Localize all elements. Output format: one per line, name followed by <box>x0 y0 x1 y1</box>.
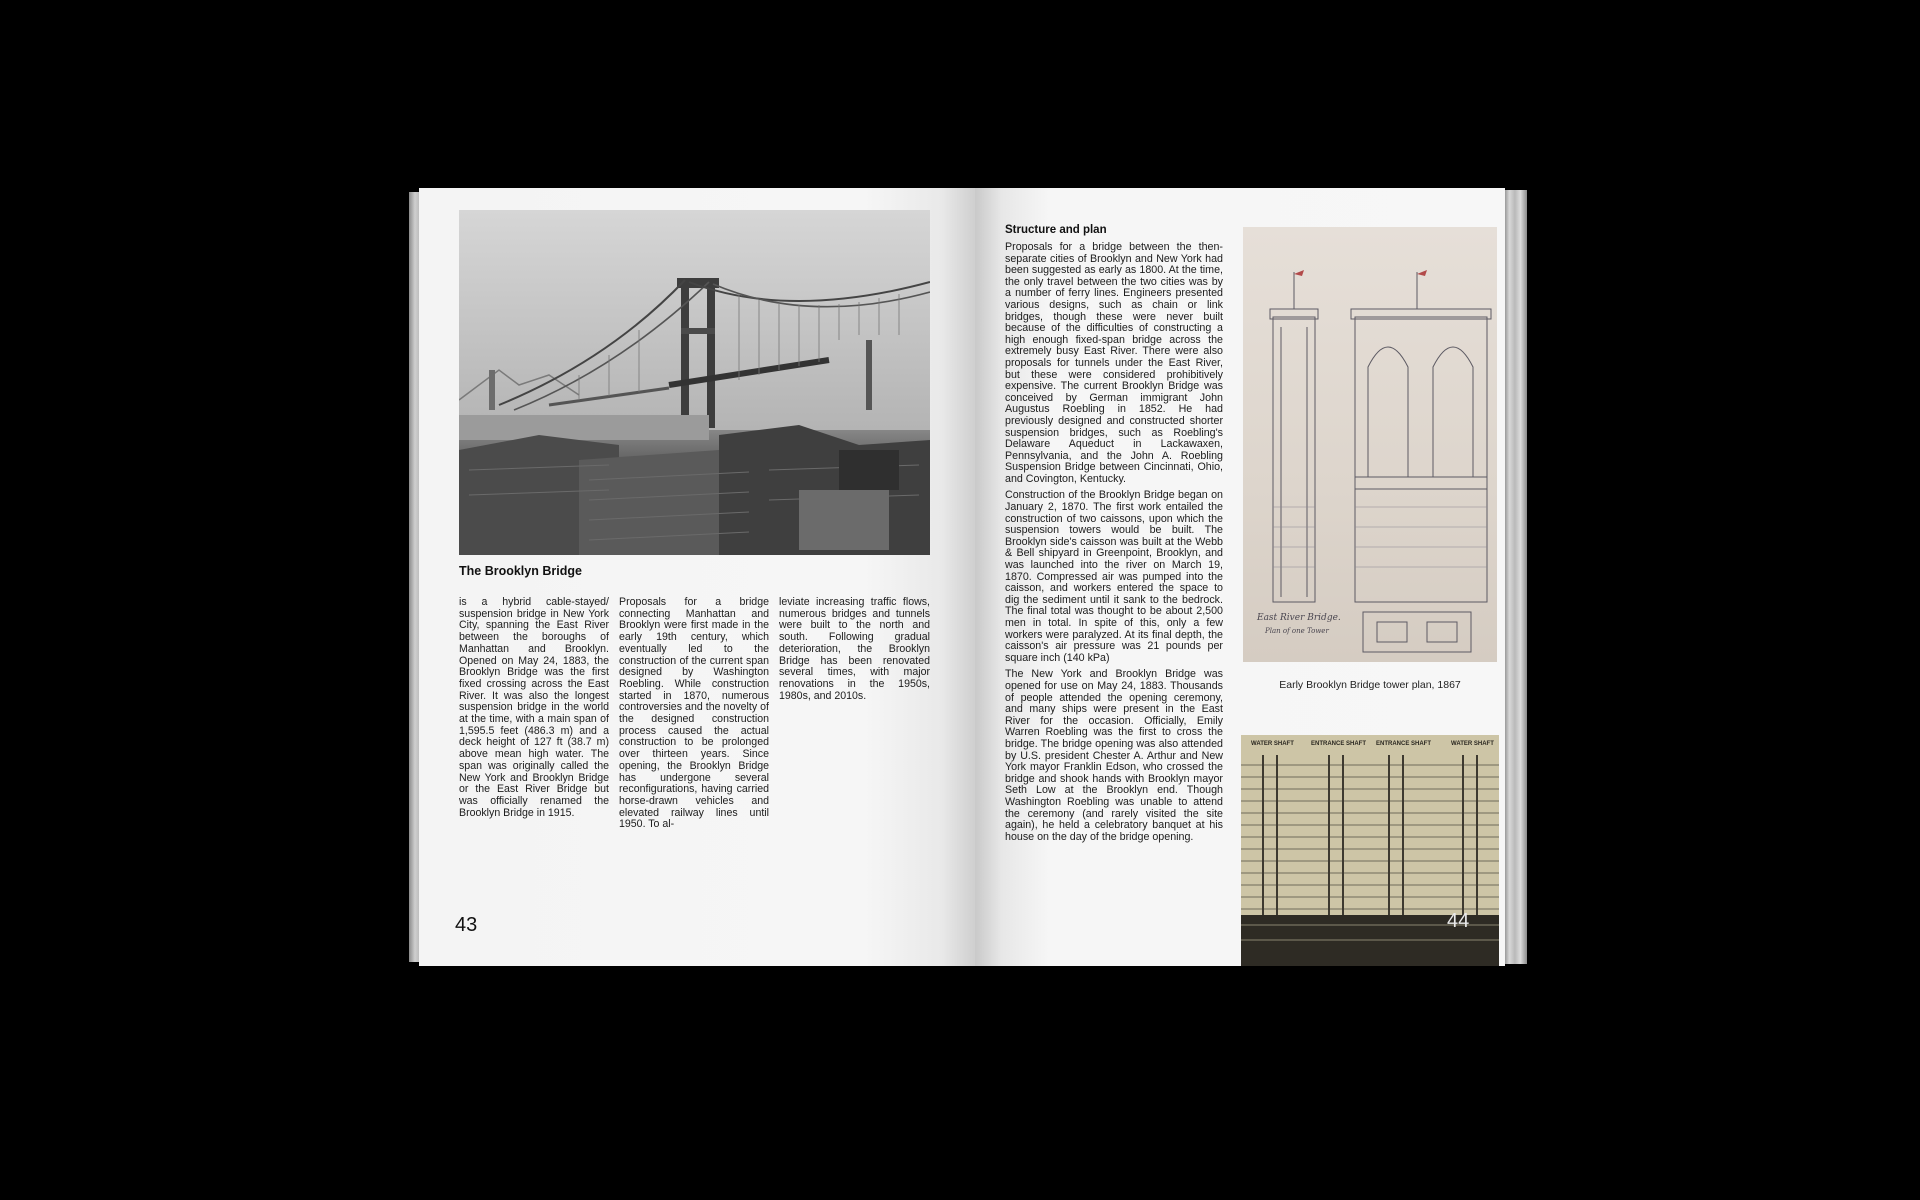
caisson-label-3: ENTRANCE SHAFT <box>1376 741 1431 747</box>
page-number-right: 44 <box>1447 910 1470 932</box>
body-column-1: is a hybrid cable-stayed/ suspension bridge in New York City, spanning the East River between the boroughs of Manhattan and Brooklyn. Opened on May 24, 1883, the Brooklyn Bridge was the first fixed crossing across the East River. It was also the longest suspension bridge in the world at the time, with a main span of 1,595.5 feet (486.3 m) and a deck height of 127 ft (38.7 m) above mean high water. The span was originally called the New York and Brooklyn Bridge or the East River Bridge but was officially renamed the Brooklyn Bridge in 1915. <box>459 596 609 819</box>
bridge-construction-photo <box>459 210 930 555</box>
page-edges-right <box>1505 190 1527 964</box>
body-column-2: Proposals for a bridge connecting Manhattan and Brooklyn were first made in the early 19th century, which eventually led to the construction of the current span designed by Washington Roebling. While construction started in 1870, numerous controversies and the novelty of the designed construction process caused the actual construction to be prolonged over thirteen years. Since opening, the Brooklyn Bridge has undergone several reconfigurations, having carried horse-drawn vehicles and elevated railway lines until 1950. To al- <box>619 596 769 831</box>
body-column-3: leviate increasing traffic flows, numerous bridges and tunnels were built to the north and south. Following gradual deterioration, the Brooklyn Bridge has been renovated several times, with major renovations in the 1950s, 1980s, and 2010s. <box>779 596 930 702</box>
section-title: The Brooklyn Bridge <box>459 564 582 578</box>
right-page <box>975 188 1505 966</box>
plan-caption: Early Brooklyn Bridge tower plan, 1867 <box>1279 679 1461 691</box>
paragraph-3: The New York and Brooklyn Bridge was opened for use on May 24, 1883. Thousands of people attended the opening ceremony, and many ships were present in the East River for the occasion. Officially, Emily Warren Roebling was the first to cross the bridge. The bridge opening was also attended by U.S. president Chester A. Arthur and New York mayor Franklin Edson, who crossed the bridge and shook hands with Brooklyn mayor Seth Low at the Brooklyn end. Though Washington Roebling was unable to attend the ceremony (and rarely visited the site again), he held a celebratory banquet at his house on the day of the bridge opening. <box>1005 668 1223 843</box>
plan-drawing-subtitle: Plan of one Tower <box>1265 627 1329 635</box>
paragraph-1: Proposals for a bridge between the then-separate cities of Brooklyn and New York had been suggested as early as 1800. At the time, the only travel between the two cities was by a number of ferry lines. Engineers presented various designs, such as chain or link bridges, though these were never built because of the difficulties of constructing a high enough fixed-span bridge across the extremely busy East River. There were also proposals for tunnels under the East River, but these were considered prohibitively expensive. The current Brooklyn Bridge was conceived by German immigrant John Augustus Roebling in 1852. He had previously designed and constructed shorter suspension bridges, such as Roebling's Delaware Aqueduct in Lackawaxen, Pennsylvania, and the John A. Roebling Suspension Bridge between Cincinnati, Ohio, and Covington, Kentucky. <box>1005 241 1223 485</box>
caisson-label-2: ENTRANCE SHAFT <box>1311 741 1366 747</box>
left-page <box>419 188 975 966</box>
open-magazine <box>409 188 1527 966</box>
body-text <box>1005 242 1223 848</box>
plan-drawing-title: East River Bridge. <box>1257 613 1341 623</box>
caisson-label-1: WATER SHAFT <box>1251 741 1294 747</box>
section-heading: Structure and plan <box>1005 224 1107 236</box>
tower-plan-drawing <box>1243 227 1497 662</box>
caisson-label-4: WATER SHAFT <box>1451 741 1494 747</box>
page-edges-left <box>409 192 419 962</box>
paragraph-2: Construction of the Brooklyn Bridge began on January 2, 1870. The first work entailed the construction of two caissons, upon which the suspension towers would be built. The Brooklyn side's caisson was built at the Webb & Bell shipyard in Greenpoint, Brooklyn, and was launched into the river on March 19, 1870. Compressed air was pumped into the caisson, and workers entered the space to dig the sediment until it sank to the bedrock. The final total was thought to be about 2,500 men in total. In spite of this, only a few workers were paralyzed. At its final depth, the caisson's air pressure was 21 pounds per square inch (140 kPa) <box>1005 489 1223 664</box>
page-number-left: 43 <box>455 914 478 936</box>
